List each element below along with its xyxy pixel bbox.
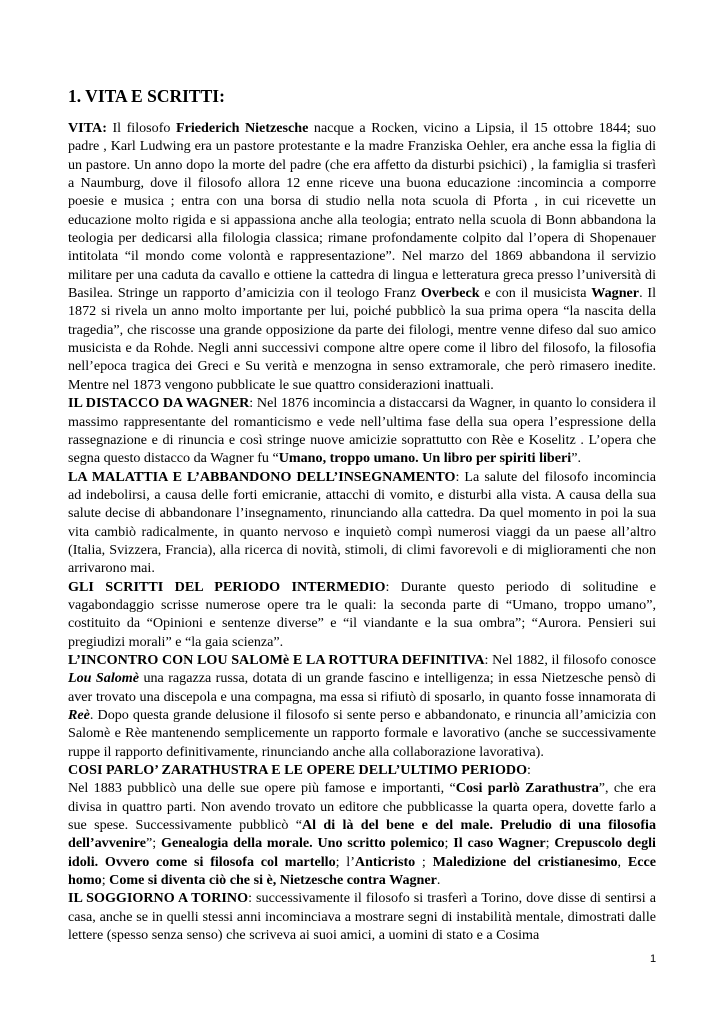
body-text: ; xyxy=(444,835,454,852)
emphasized-text: Friederich Nietzesche xyxy=(176,120,309,136)
body-paragraph xyxy=(68,779,656,889)
body-text: una ragazza russa, dotata di un grande fascino e intelligenza; in essa Nietzesche pensò di aver trovato una discepola e una compagna, ma essa si rifiutò di sposarlo, in quanto fosse innamorata di xyxy=(68,670,656,705)
emphasized-text: Umano, troppo umano. Un libro per spiriti liberi xyxy=(278,450,572,467)
body-text: ”; xyxy=(146,835,162,852)
body-text: e con il musicista xyxy=(479,285,592,302)
body-text: : Nel 1882, il filosofo conosce xyxy=(484,651,656,668)
emphasized-text: Cosi parlò Zarathustra xyxy=(455,780,599,797)
emphasized-text: Lou Salomè xyxy=(68,670,139,687)
emphasized-text: LA MALATTIA E L’ABBANDONO DELL’INSEGNAMENTO xyxy=(68,468,456,485)
body-text: ; xyxy=(415,853,433,870)
body-text: : La salute del filosofo incomincia ad indebolirsi, a causa delle forti emicranie, attacchi di vomito, e disturbi alla vista. A causa della sua salute decise di abbandonare l’insegnamento, rinunciando alla cattedra. Da quel momento in poi la sua vita cambiò radicalmente, in quanto nervoso e inquietò compì numerosi viaggi da un paese all’altro (Italia, Svizzera, Francia), alla ricerca di novità, stimoli, di climi favorevoli e di miglioramenti che non arrivarono mai. xyxy=(68,468,656,577)
emphasized-text: Il caso Wagner xyxy=(453,835,546,852)
emphasized-text: Overbeck xyxy=(420,285,480,302)
body-text: nacque a Rocken, vicino a Lipsia, il 15 ottobre 1844; suo padre , Karl Ludwing era un pastore protestante e la madre Franziska Oehler, era anche essa la figlia di un pastore. Un anno dopo la morte del padre (che era affetto da disturbi psichici) , la famiglia si trasferì a Naumburg, dove il filosofo allora 12 enne riceve una buona educazione :incomincia a comporre poesie e musica ; entra con una borsa di studio nella nota scuola di Pforta , in cui ricevette un educazione molto rigida e si appassiona anche alla teologia; entrato nella scuola di Bonn abbandona la teologia per dedicarsi alla filologia classica; rimane profondamente colpito dal l’opera di Shopenauer intitolata “il mondo come volontà e rappresentazione”. Nel marzo del 1869 abbandona il servizio militare per una caduta da cavallo e ottiene la cattedra di lingua e letteratura greca presso l’università di Basilea. Stringe un rapporto d’amicizia con il teologo Franz xyxy=(68,120,656,302)
emphasized-text: Reè xyxy=(68,707,90,723)
emphasized-text: VITA: xyxy=(68,120,107,136)
body-text: ; xyxy=(545,835,555,852)
body-text: , xyxy=(617,853,628,870)
body-text: : xyxy=(527,762,531,779)
body-paragraph xyxy=(68,651,656,761)
body-paragraph xyxy=(68,578,656,651)
body-text: : Durante questo periodo di solitudine e vagabondaggio scrisse numerose opere tra le quali: la seconda parte di “Umano, troppo umano”, costituito da “Opinioni e sentenze diverse” e “il viandante e la sua ombra”; “Aurora. Pensieri sui pregiudizi morali” e “la gaia scienza”. xyxy=(68,578,656,650)
body-text: . xyxy=(436,872,441,889)
emphasized-text: Anticristo xyxy=(354,853,416,870)
body-text: ”. xyxy=(571,450,581,467)
emphasized-text: Maledizione del cristianesimo xyxy=(432,853,618,870)
body-text: . Il 1872 si rivela un anno molto importante per lui, poiché pubblicò la sua prima opera “la nascita della tragedia”, che riscosse una grande opposizione da parte dei filologi, mentre venne difeso dal suo amico musicista e da Rohde. Negli anni successivi compone altre opere come il libro del filosofo, la filosofia nell’epoca tragica dei Greci e Su verità e menzogna in senso extramorale, che però rimasero inedite. Mentre nel 1873 vengono pubblicate le sue quattro considerazioni inattuali. xyxy=(68,285,657,393)
emphasized-text: IL DISTACCO DA WAGNER xyxy=(68,395,250,412)
emphasized-text: IL SOGGIORNO A TORINO xyxy=(68,890,249,907)
body-paragraph xyxy=(68,119,656,394)
section-heading: 1. VITA E SCRITTI: xyxy=(68,86,225,106)
emphasized-text: Wagner xyxy=(591,285,640,302)
body-text: . Dopo questa grande delusione il filosofo si sente perso e abbandonato, e rinuncia all’amicizia con Salomè e Rèe mantenendo semplicemente un rapporto formale e lavorativo (anche se successivamente ruppe il rapporto definitivamente, rinunciando anche alla collaborazione lavorativa). xyxy=(68,707,656,760)
body-text: ; l’ xyxy=(335,853,355,870)
emphasized-text: L’INCONTRO CON LOU SALOMè E LA ROTTURA DEFINITIVA xyxy=(68,651,485,668)
body-text: : Nel 1876 incomincia a distaccarsi da Wagner, in quanto lo considera il massimo rappresentante del romanticismo e vede nell’ultima fase della sua opera l’espressione della rassegnazione e di rinuncia e così stringe nuove amicizie soprattutto con Rèe e Koselitz . L’opera che segna questo distacco da Wagner fu “ xyxy=(68,395,657,467)
emphasized-text: Al di là del bene e del male. Preludio di una filosofia dell’avvenire xyxy=(68,817,656,852)
body-text: ”, che era divisa in quattro parti. Non avendo trovato un editore che pubblicasse la quarta opera, dovette farlo a sue spese. Successivamente pubblicò “ xyxy=(68,780,656,834)
emphasized-text: Come si diventa ciò che si è, Nietzesche contra Wagner xyxy=(109,872,437,889)
emphasized-text: COSI PARLO’ ZARATHUSTRA E LE OPERE DELL’ULTIMO PERIODO xyxy=(68,762,528,779)
emphasized-text: Ecce homo xyxy=(68,853,656,889)
emphasized-text: Genealogia della morale. Uno scritto polemico xyxy=(161,835,445,852)
body-text: ; xyxy=(101,872,110,889)
emphasized-text: GLI SCRITTI DEL PERIODO INTERMEDIO xyxy=(68,578,386,595)
body-text: : successivamente il filosofo si trasferì a Torino, dove disse di sentirsi a casa, anche se in quelli stessi anni incominciava a mostrare segni di instabilità mentale, dimostrati dalle lettere (spesso senza senso) che scriveva ai suoi amici, a uomini di stato e a Cosima xyxy=(68,890,657,944)
body-paragraph xyxy=(68,889,656,944)
body-paragraph xyxy=(68,761,656,779)
emphasized-text: Crepuscolo degli idoli. Ovvero come si filosofa col martello xyxy=(68,835,656,870)
body-paragraph xyxy=(68,468,656,578)
body-paragraph xyxy=(68,394,656,467)
document-body xyxy=(68,119,656,944)
body-text: Il filosofo xyxy=(106,120,177,136)
body-text: Nel 1883 pubblicò una delle sue opere più famose e importanti, “ xyxy=(68,780,456,797)
page-number: 1 xyxy=(650,953,657,965)
